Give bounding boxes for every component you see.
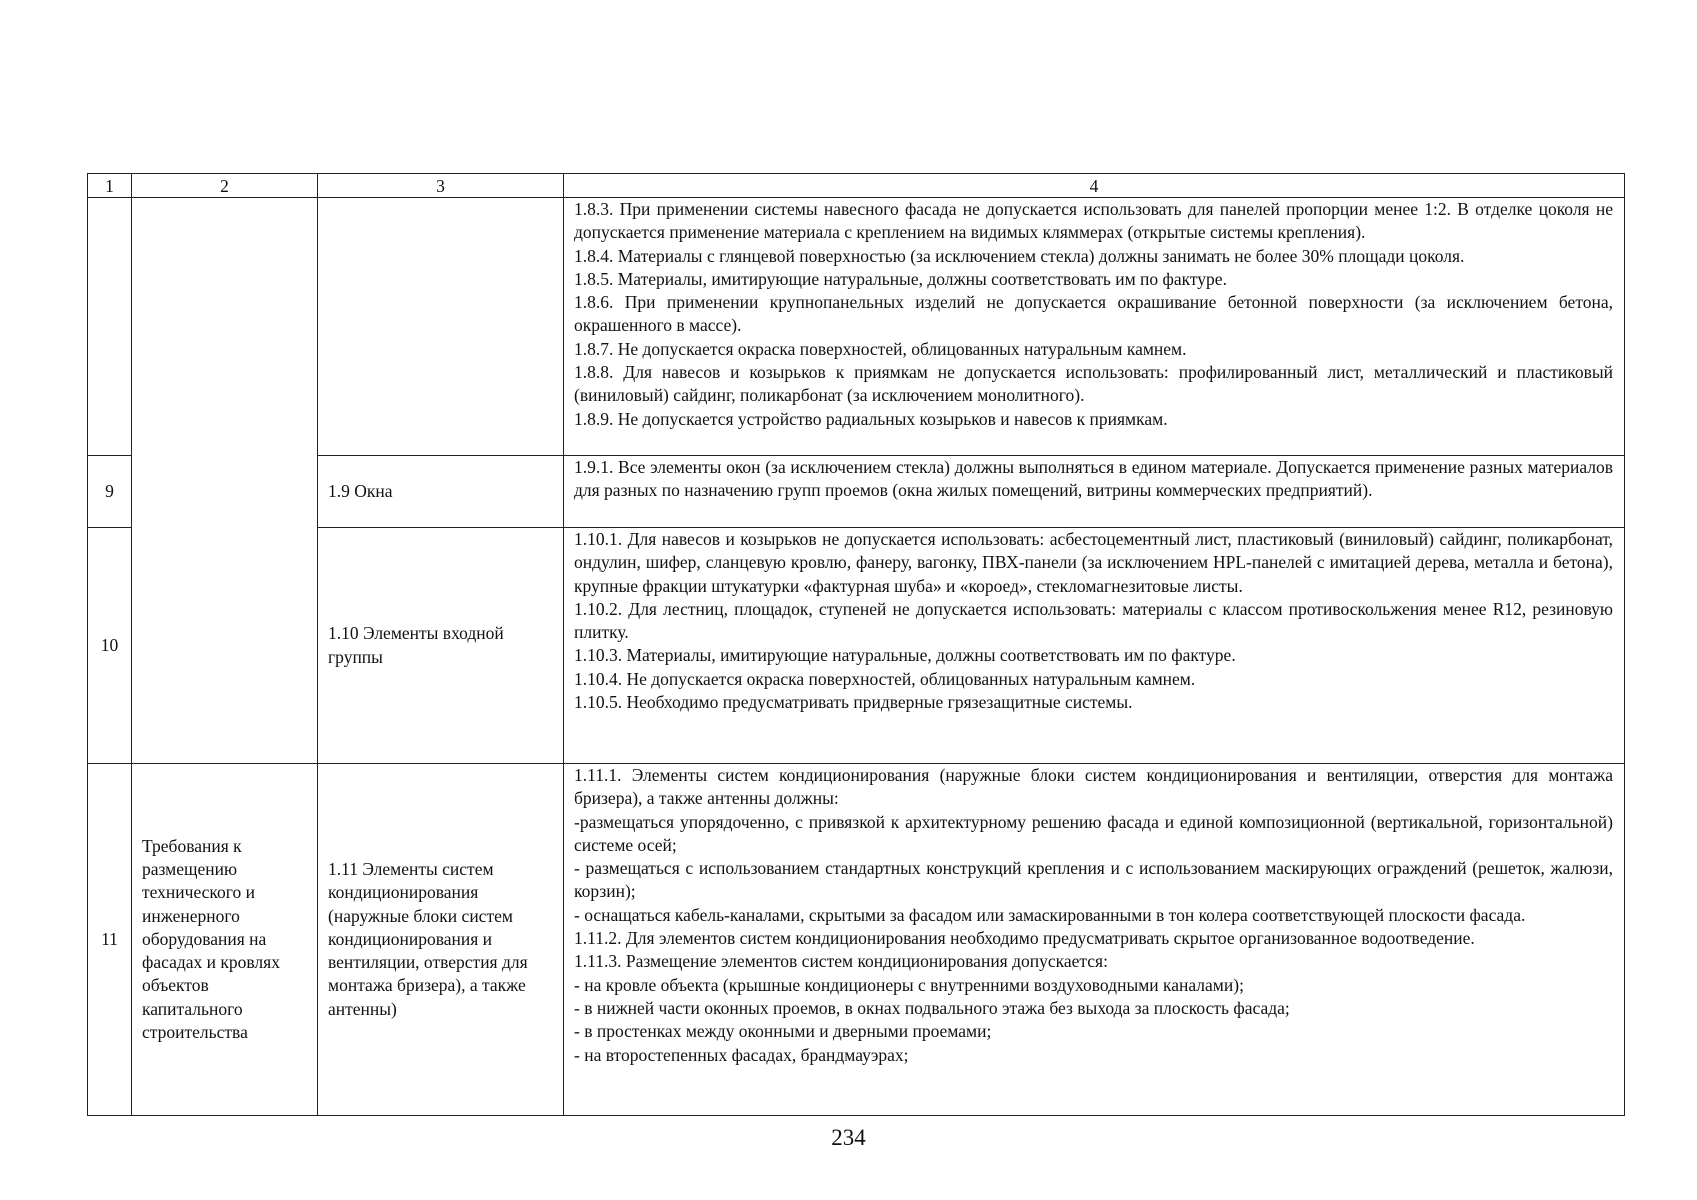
table-row xyxy=(88,456,1625,528)
content-paragraph: 1.8.8. Для навесов и козырьков к приямкам не допускается использовать: профилированный лист, металлический и пластиковый (виниловый) сайдинг, поликарбонат (за исключением монолитного). xyxy=(574,362,1613,406)
content-cell xyxy=(564,456,1625,528)
content-paragraph: - на кровле объекта (крышные кондиционеры с внутренними воздуховодными каналами); xyxy=(574,974,1244,995)
table-header-row xyxy=(88,174,1625,198)
row-number: 9 xyxy=(88,456,132,528)
header-col-4: 4 xyxy=(564,174,1625,198)
header-col-1: 1 xyxy=(88,174,132,198)
content-paragraph: 1.8.5. Материалы, имитирующие натуральные, должны соответствовать им по фактуре. xyxy=(574,268,1227,289)
content-paragraph: 1.8.7. Не допускается окраска поверхностей, облицованных натуральным камнем. xyxy=(574,338,1187,359)
content-paragraph: - размещаться с использованием стандартных конструкций крепления и с использованием маскирующих ограждений (решеток, жалюзи, корзин); xyxy=(574,858,1613,902)
requirements-table xyxy=(87,173,1625,1116)
content-cell xyxy=(564,764,1625,1116)
content-paragraph: 1.8.4. Материалы с глянцевой поверхностью (за исключением стекла) должны занимать не более 30% площади цоколя. xyxy=(574,245,1465,266)
requirement-cell xyxy=(132,198,318,764)
row-number: 11 xyxy=(88,764,132,1116)
table-row xyxy=(88,764,1625,1116)
content-paragraph: 1.10.5. Необходимо предусматривать придверные грязезащитные системы. xyxy=(574,692,1133,713)
content-paragraph: 1.11.1. Элементы систем кондиционирования (наружные блоки систем кондиционирования и вентиляции, отверстия для монтажа бризера), а также антенны должны: xyxy=(574,765,1613,809)
header-col-2: 2 xyxy=(132,174,318,198)
header-col-3: 3 xyxy=(318,174,564,198)
table-row xyxy=(88,528,1625,764)
row-number: 10 xyxy=(88,528,132,764)
row-number xyxy=(88,198,132,456)
element-cell: 1.11 Элементы систем кондиционирования (наружные блоки систем кондиционирования и вентиляции, отверстия для монтажа бризера), а также антенны) xyxy=(318,764,564,1116)
element-cell xyxy=(318,198,564,456)
content-paragraph: - оснащаться кабель-каналами, скрытыми за фасадом или замаскированными в тон колера соответствующей плоскости фасада. xyxy=(574,904,1526,925)
content-cell xyxy=(564,528,1625,764)
content-paragraph: 1.10.4. Не допускается окраска поверхностей, облицованных натуральным камнем. xyxy=(574,668,1196,689)
element-cell: 1.10 Элементы входной группы xyxy=(318,528,564,764)
page-number: 234 xyxy=(831,1125,866,1150)
content-paragraph: 1.10.3. Материалы, имитирующие натуральные, должны соответствовать им по фактуре. xyxy=(574,645,1236,666)
content-paragraph: 1.8.6. При применении крупнопанельных изделий не допускается окрашивание бетонной поверхности (за исключением бетона, окрашенного в массе). xyxy=(574,292,1613,336)
content-cell xyxy=(564,198,1625,456)
element-cell: 1.9 Окна xyxy=(318,456,564,528)
table-row xyxy=(88,198,1625,456)
content-paragraph: 1.9.1. Все элементы окон (за исключением стекла) должны выполняться в едином материале. Допускается применение разных материалов для разных по назначению групп проемов (окна жилых помещений, витрины коммерческих предприятий). xyxy=(574,457,1613,501)
content-paragraph: 1.11.3. Размещение элементов систем кондиционирования допускается: xyxy=(574,951,1108,972)
content-paragraph: - в простенках между оконными и дверными проемами; xyxy=(574,1021,992,1042)
content-paragraph: 1.8.9. Не допускается устройство радиальных козырьков и навесов к приямкам. xyxy=(574,408,1168,429)
content-paragraph: - на второстепенных фасадах, брандмауэрах; xyxy=(574,1044,909,1065)
content-paragraph: 1.8.3. При применении системы навесного фасада не допускается использовать для панелей пропорции менее 1:2. В отделке цоколя не допускается применение материала с креплением на видимых кляммерах (открытые системы крепления). xyxy=(574,199,1613,243)
requirement-cell: Требования к размещению технического и инженерного оборудования на фасадах и кровлях объектов капитального строительства xyxy=(132,764,318,1116)
content-paragraph: 1.10.2. Для лестниц, площадок, ступеней не допускается использовать: материалы с классом противоскольжения менее R12, резиновую плитку. xyxy=(574,598,1613,643)
content-paragraph: - в нижней части оконных проемов, в окнах подвального этажа без выхода за плоскость фасада; xyxy=(574,997,1290,1018)
content-paragraph: 1.10.1. Для навесов и козырьков не допускается использовать: асбестоцементный лист, пластиковый (виниловый) сайдинг, поликарбонат, ондулин, шифер, сланцевую кровлю, фанеру, вагонку, ПВХ-панели (за исключением HPL-панелей с имитацией дерева, металла и бетона), крупные фракции штукатурки «фактурная шуба» и «короед», стекломагнезитовые листы. xyxy=(574,529,1613,596)
content-paragraph: 1.11.2. Для элементов систем кондиционирования необходимо предусматривать скрытое организованное водоотведение. xyxy=(574,928,1475,949)
content-paragraph: -размещаться упорядоченно, с привязкой к архитектурному решению фасада и единой композиционной (вертикальной, горизонтальной) системе осей; xyxy=(574,811,1613,855)
